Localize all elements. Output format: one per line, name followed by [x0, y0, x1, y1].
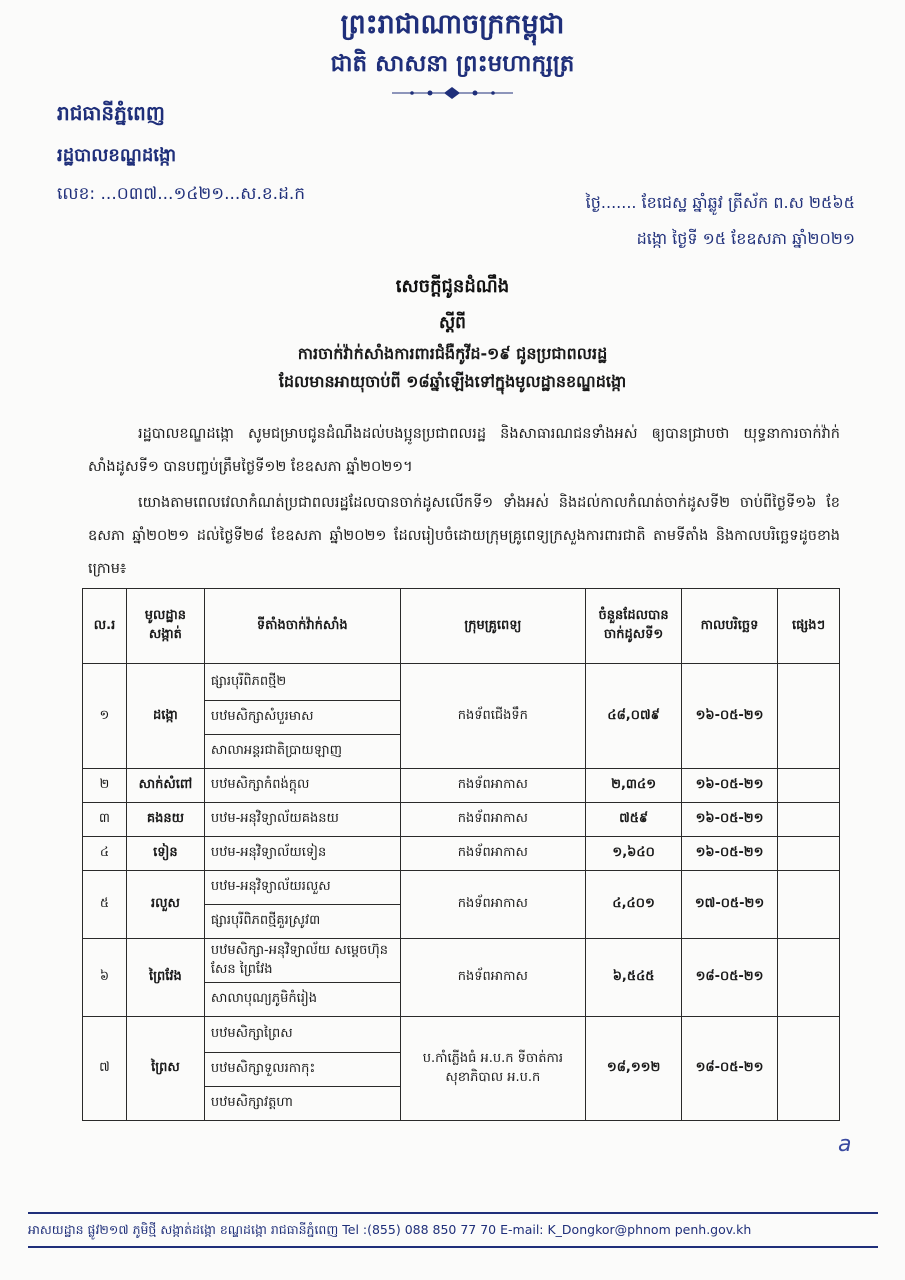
- footer-address: អាសយដ្ឋាន ផ្លូវ២១៧ ភូមិថ្មី សង្កាត់ដង្កោ ខណ្ឌដង្កោ រាជធានីភ្នំពេញ Tel :(855) 088 850 77 70 E-mail: K_Dongkor@phnom penh.gov.kh: [28, 1222, 752, 1237]
- schedule-date: ១៦-០៥-២១: [682, 837, 778, 871]
- table-row: [83, 769, 840, 803]
- site-name: បឋមសិក្សាសំបួរមាស: [204, 701, 400, 735]
- document-type-title: សេចក្តីជូនដំណឹង: [395, 276, 510, 297]
- schedule-date: ១៧-០៥-២១: [682, 871, 778, 939]
- body-paragraph-1: [88, 418, 840, 484]
- subject-label: ស្តីពី: [439, 313, 466, 333]
- solar-date: ដង្កោ ថ្ងៃទី ១៥ ខែឧសភា ឆ្នាំ២០២១: [636, 229, 855, 248]
- paragraph-1-text: រដ្ឋបាលខណ្ឌដង្កោ សូមជម្រាបជូនដំណឹងដល់បងប្អូនប្រជាពលរដ្ឋ និងសាធារណជនទាំងអស់ ឲ្យបានជ្រាបថា យុទ្ធនាការចាក់វ៉ាក់សាំងដូសទី១ បានបញ្ចប់ត្រឹមថ្ងៃទី១២ ខែឧសភា ឆ្នាំ២០២១។: [88, 426, 840, 475]
- site-name: សាលាបុណ្យភូមិកំរៀង: [204, 983, 400, 1017]
- ref-value: ...០៣៧...១៤២១...ស.ខ.ដ.ក: [100, 184, 306, 204]
- note-cell: [778, 837, 840, 871]
- footer-divider: [28, 1212, 878, 1214]
- dose1-count: ២,៣៤១: [586, 769, 682, 803]
- site-name: បឋមសិក្សាព្រៃស: [204, 1017, 400, 1053]
- dose1-count: ៤,៤០១: [586, 871, 682, 939]
- note-cell: [778, 803, 840, 837]
- table-row: [83, 803, 840, 837]
- row-number: ៧: [83, 1017, 127, 1121]
- subject-line-1: ការចាក់វ៉ាក់សាំងការពារជំងឺកូវីដ-១៩ ជូនប្រជាពលរដ្ឋ: [297, 344, 608, 363]
- medical-team: កងទ័ពជើងទឹក: [400, 664, 586, 769]
- note-cell: [778, 769, 840, 803]
- schedule-date: ១៦-០៥-២១: [682, 803, 778, 837]
- footer-divider-bottom: [28, 1246, 878, 1248]
- subject-line-2: ដែលមានអាយុចាប់ពី ១៨ឆ្នាំឡើងទៅក្នុងមូលដ្ឋានខណ្ឌដង្កោ: [278, 372, 627, 391]
- note-cell: [778, 1017, 840, 1121]
- header-commune: មូលដ្ឋានសង្កាត់: [126, 589, 204, 664]
- dose1-count: ៧៥៩: [586, 803, 682, 837]
- table-row: [83, 1017, 840, 1053]
- lunar-date: ថ្ងៃ....... ខែជេស្ឋ ឆ្នាំឆ្លូវ ត្រីស័ក ព.ស ២៥៦៥: [585, 193, 855, 212]
- commune-name: គងនយ: [126, 803, 204, 837]
- site-name: បឋមសិក្សាទួលរកាកុះ: [204, 1053, 400, 1087]
- reference-number: [57, 183, 305, 208]
- header-count: ចំនួនដែលបានចាក់ដូសទី១: [586, 589, 682, 664]
- table-row: [83, 871, 840, 905]
- site-name: បឋមសិក្សា-អនុវិទ្យាល័យ សម្តេចហ៊ុន សែន ព្រៃវែង: [204, 939, 400, 983]
- site-name: បឋមសិក្សាវត្តហា: [204, 1087, 400, 1121]
- header-note: ផ្សេងៗ: [778, 589, 840, 664]
- table-row: [83, 939, 840, 983]
- commune-name: សាក់សំពៅ: [126, 769, 204, 803]
- site-name: បឋម-អនុវិទ្យាល័យទៀន: [204, 837, 400, 871]
- national-motto: ជាតិ សាសនា ព្រះមហាក្សត្រ: [330, 50, 575, 77]
- table-row: [83, 664, 840, 701]
- ref-label: លេខ:: [57, 184, 96, 204]
- medical-team: ប.កាំភ្លើងធំ អ.ប.ក ទីចាត់ការសុខាភិបាល អ.ប.ក: [400, 1017, 586, 1121]
- medical-team: កងទ័ពអាកាស: [400, 939, 586, 1017]
- capital-name: រាជធានីភ្នំពេញ: [57, 101, 165, 125]
- site-name: បឋម-អនុវិទ្យាល័យគងនយ: [204, 803, 400, 837]
- ornament-divider-icon: [390, 86, 515, 100]
- body-paragraph-2: [88, 487, 840, 586]
- dose1-count: ៤៨,០៧៩: [586, 664, 682, 769]
- schedule-date: ១៨-០៥-២១: [682, 1017, 778, 1121]
- commune-name: ទៀន: [126, 837, 204, 871]
- site-name: បឋម-អនុវិទ្យាល័យរលួស: [204, 871, 400, 905]
- medical-team: កងទ័ពអាកាស: [400, 837, 586, 871]
- note-cell: [778, 664, 840, 769]
- table-row: [83, 837, 840, 871]
- row-number: ១: [83, 664, 127, 769]
- commune-name: ដង្កោ: [126, 664, 204, 769]
- site-name: ផ្សារបុរីពិភពថ្មី២: [204, 664, 400, 701]
- schedule-date: ១៦-០៥-២១: [682, 769, 778, 803]
- note-cell: [778, 939, 840, 1017]
- handwritten-mark: a: [838, 1132, 852, 1157]
- medical-team: កងទ័ពអាកាស: [400, 803, 586, 837]
- site-name: សាលាអន្តរជាតិប្រាយឡាញ: [204, 735, 400, 769]
- table-header-row: [83, 589, 840, 664]
- paragraph-2-text: យោងតាមពេលវេលាកំណត់ប្រជាពលរដ្ឋដែលបានចាក់ដូសលើកទី១ ទាំងអស់ និងដល់កាលកំណត់ចាក់ដូសទី២ ចាប់ពីថ្ងៃទី១៦ ខែឧសភា ឆ្នាំ២០២១ ដល់ថ្ងៃទី២៨ ខែឧសភា ឆ្នាំ២០២១ ដែលរៀបចំដោយក្រុមគ្រូពេទ្យក្រសួងការពារជាតិ តាមទីតាំង និងកាលបរិច្ឆេទដូចខាងក្រោម៖: [88, 495, 840, 577]
- row-number: ៣: [83, 803, 127, 837]
- dose1-count: ១៨,១១២: [586, 1017, 682, 1121]
- vaccination-schedule-table: [82, 588, 840, 1121]
- site-name: បឋមសិក្សាកំពង់ក្តុល: [204, 769, 400, 803]
- medical-team: កងទ័ពអាកាស: [400, 769, 586, 803]
- header-date: កាលបរិច្ឆេទ: [682, 589, 778, 664]
- commune-name: ព្រៃវែង: [126, 939, 204, 1017]
- commune-name: រលួស: [126, 871, 204, 939]
- note-cell: [778, 871, 840, 939]
- dose1-count: ៦,៥៤៥: [586, 939, 682, 1017]
- site-name: ផ្សារបុរីពិភពថ្មីគួរស្រូវ៣: [204, 905, 400, 939]
- row-number: ៥: [83, 871, 127, 939]
- row-number: ៤: [83, 837, 127, 871]
- schedule-date: ១៦-០៥-២១: [682, 664, 778, 769]
- commune-name: ព្រៃស: [126, 1017, 204, 1121]
- district-admin-name: រដ្ឋបាលខណ្ឌដង្កោ: [57, 145, 177, 166]
- header-no: ល.រ: [83, 589, 127, 664]
- row-number: ៦: [83, 939, 127, 1017]
- schedule-date: ១៨-០៥-២១: [682, 939, 778, 1017]
- dose1-count: ១,៦៤០: [586, 837, 682, 871]
- header-team: ក្រុមគ្រូពេទ្យ: [400, 589, 586, 664]
- medical-team: កងទ័ពអាកាស: [400, 871, 586, 939]
- header-site: ទីតាំងចាក់វ៉ាក់សាំង: [204, 589, 400, 664]
- row-number: ២: [83, 769, 127, 803]
- kingdom-heading: ព្រះរាជាណាចក្រកម្ពុជា: [340, 9, 565, 40]
